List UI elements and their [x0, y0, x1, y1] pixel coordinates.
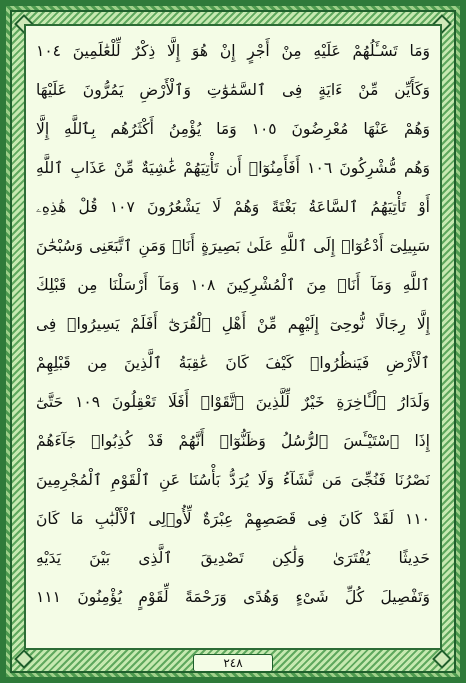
verse-line: وَلَدَارُ ٱلْـَٔاخِرَةِ خَيْرٌ لِّلَّذِينَ ٱتَّقَوْا۟ أَفَلَا تَعْقِلُونَ ١٠٩ حَتَّىٰٓ [36, 393, 430, 411]
verse-line: نَصْرُنَا فَنُجِّىَ مَن نَّشَآءُ وَلَا يُرَدُّ بَأْسُنَا عَنِ ٱلْقَوْمِ ٱلْمُجْرِمِينَ [36, 471, 430, 489]
verse-line: إِلَّا رِجَالًا نُّوحِىٓ إِلَيْهِم مِّنْ أَهْلِ ٱلْقُرَىٰٓ أَفَلَمْ يَسِيرُوا۟ فِى [36, 315, 430, 333]
verse-line: وَهُمْ عَنْهَا مُعْرِضُونَ ١٠٥ وَمَا يُؤْمِنُ أَكْثَرُهُم بِٱللَّهِ إِلَّا [36, 120, 430, 138]
text-panel [24, 24, 442, 650]
page-number: ٢٤٨ [193, 654, 273, 672]
verse-line: ٱللَّهِ وَمَآ أَنَا۠ مِنَ ٱلْمُشْرِكِينَ ١٠٨ وَمَآ أَرْسَلْنَا مِن قَبْلِكَ [36, 276, 430, 294]
verse-line: أَوْ تَأْتِيَهُمُ ٱلسَّاعَةُ بَغْتَةً وَهُمْ لَا يَشْعُرُونَ ١٠٧ قُلْ هَٰذِهِۦ [36, 198, 430, 216]
verse-line: حَدِيثًا يُفْتَرَىٰ وَلَٰكِن تَصْدِيقَ ٱلَّذِى بَيْنَ يَدَيْهِ [36, 549, 430, 567]
verse-line: وَتَفْصِيلَ كُلِّ شَىْءٍ وَهُدًى وَرَحْمَةً لِّقَوْمٍ يُؤْمِنُونَ ١١١ [36, 588, 430, 606]
verse-line: سَبِيلِىٓ أَدْعُوٓا۟ إِلَى ٱللَّهِ عَلَىٰ بَصِيرَةٍ أَنَا۠ وَمَنِ ٱتَّبَعَنِى وَسُبْحَٰنَ [36, 237, 430, 255]
verse-line: وَكَأَيِّن مِّنْ ءَايَةٍ فِى ٱلسَّمَٰوَٰتِ وَٱلْأَرْضِ يَمُرُّونَ عَلَيْهَا [36, 81, 430, 99]
verse-line: ١١٠ لَقَدْ كَانَ فِى قَصَصِهِمْ عِبْرَةٌ لِّأُو۟لِى ٱلْأَلْبَٰبِ مَا كَانَ [36, 510, 430, 528]
verse-line: إِذَا ٱسْتَيْـَٔسَ ٱلرُّسُلُ وَظَنُّوٓا۟ أَنَّهُمْ قَدْ كُذِبُوا۟ جَآءَهُمْ [36, 432, 430, 450]
verse-line: وَمَا تَسْـَٔلُهُمْ عَلَيْهِ مِنْ أَجْرٍ إِنْ هُوَ إِلَّا ذِكْرٌ لِّلْعَٰلَمِينَ ١٠٤ [36, 42, 430, 60]
verse-line: وَهُم مُّشْرِكُونَ ١٠٦ أَفَأَمِنُوٓا۟ أَن تَأْتِيَهُمْ غَٰشِيَةٌ مِّنْ عَذَابِ ٱللَّهِ [36, 159, 430, 177]
verse-line: ٱلْأَرْضِ فَيَنظُرُوا۟ كَيْفَ كَانَ عَٰقِبَةُ ٱلَّذِينَ مِن قَبْلِهِمْ [36, 354, 430, 372]
verse-lines [36, 32, 430, 617]
